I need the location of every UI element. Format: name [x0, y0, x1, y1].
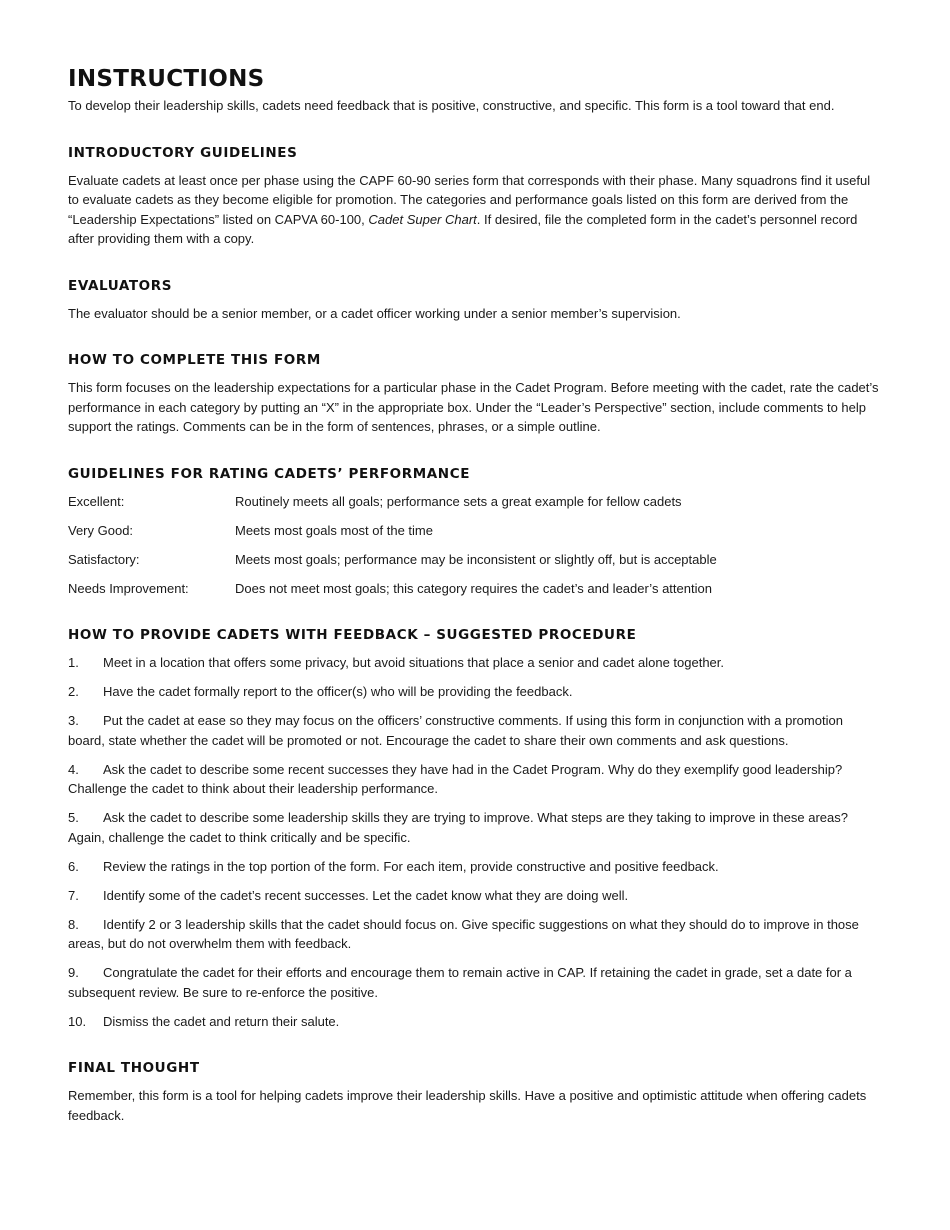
feedback-procedure-heading: HOW TO PROVIDE CADETS WITH FEEDBACK – SUGGESTED PROCEDURE	[68, 627, 637, 643]
step-text: Dismiss the cadet and return their salute.	[103, 1013, 340, 1029]
procedure-step	[68, 760, 882, 799]
step-number: 4.	[68, 761, 79, 777]
step-number: 6.	[68, 858, 79, 874]
procedure-step	[68, 682, 882, 702]
step-text: Congratulate the cadet for their efforts and encourage them to remain active in CAP. If retaining the cadet in grade, set a date for a subsequent review. Be sure to re-enforce the positive.	[68, 965, 852, 1000]
rating-row	[68, 521, 882, 541]
final-thought-section	[68, 1059, 882, 1125]
page-title: INSTRUCTIONS	[68, 66, 265, 92]
rating-term: Excellent:	[68, 493, 125, 509]
final-thought-text: Remember, this form is a tool for helping cadets improve their leadership skills. Have a positive and optimistic attitude when offering cadets feedback.	[68, 1088, 867, 1123]
how-to-complete-text: This form focuses on the leadership expectations for a particular phase in the Cadet Program. Before meeting with the cadet, rate the cadet’s performance in each category by putting an “X” in the appropriate box. Under the “Leader’s Perspective” section, include comments to help support the ratings. Comments can be in the form of sentences, phrases, or a simple outline.	[68, 380, 879, 434]
procedure-step	[68, 857, 882, 877]
procedure-steps	[68, 653, 882, 1031]
evaluators-text: The evaluator should be a senior member, or a cadet officer working under a senior member’s supervision.	[68, 305, 681, 321]
step-text: Have the cadet formally report to the officer(s) who will be providing the feedback.	[103, 684, 573, 699]
procedure-step	[68, 963, 882, 1002]
introductory-guidelines-section	[68, 144, 882, 249]
rating-description: Meets most goals; performance may be inconsistent or slightly off, but is acceptable	[235, 551, 717, 567]
step-text: Identify some of the cadet’s recent successes. Let the cadet know what they are doing well.	[103, 887, 629, 903]
step-number: 10.	[68, 1013, 87, 1029]
introductory-text-part: Evaluate cadets at least once per phase using the CAPF 60-90 series form that corresponds with their phase. Many squadrons find it useful to evaluate cadets as they become eligible for promotion. The categories and performance goals listed on this form are derived from the “Leadership Expectations” listed on CAPVA 60-100,	[68, 172, 871, 227]
step-text: Meet in a location that offers some privacy, but avoid situations that place a senior and cadet alone together.	[103, 655, 725, 670]
rating-row	[68, 579, 882, 599]
step-number: 9.	[68, 965, 79, 980]
introductory-text-part: . If desired, file the completed form in the cadet’s personnel record after providing them with a copy.	[68, 211, 858, 246]
step-text: Review the ratings in the top portion of the form. For each item, provide constructive and positive feedback.	[103, 858, 719, 874]
step-number: 8.	[68, 916, 79, 932]
intro-text: To develop their leadership skills, cadets need feedback that is positive, constructive, and specific. This form is a tool toward that end.	[68, 98, 835, 113]
rating-term: Very Good:	[68, 522, 134, 538]
procedure-step	[68, 915, 882, 954]
final-thought-heading: FINAL THOUGHT	[68, 1060, 200, 1076]
introductory-guidelines-heading: INTRODUCTORY GUIDELINES	[68, 144, 298, 161]
rating-description: Meets most goals most of the time	[235, 522, 433, 538]
procedure-step	[68, 653, 882, 673]
rating-term: Satisfactory:	[68, 551, 140, 567]
how-to-complete-heading: HOW TO COMPLETE THIS FORM	[68, 352, 321, 368]
rating-description: Does not meet most goals; this category requires the cadet’s and leader’s attention	[235, 580, 712, 596]
rating-description: Routinely meets all goals; performance sets a great example for fellow cadets	[235, 493, 682, 509]
step-number: 5.	[68, 810, 79, 825]
cadet-super-chart-title: Cadet Super Chart	[368, 211, 477, 227]
rating-row	[68, 492, 882, 512]
rating-row	[68, 550, 882, 570]
rating-guidelines-heading: GUIDELINES FOR RATING CADETS’ PERFORMANCE	[68, 465, 471, 482]
step-text: Put the cadet at ease so they may focus on the officers’ constructive comments. If using this form in conjunction with a promotion board, state whether the cadet will be promoted or not. Encourage the cadet to share their own comments and ask questions.	[68, 713, 843, 748]
step-number: 7.	[68, 887, 79, 903]
rating-guidelines-section	[68, 465, 882, 599]
step-text: Identify 2 or 3 leadership skills that the cadet should focus on. Give specific suggestions on what they should do to improve in those areas, but do not overwhelm them with feedback.	[68, 916, 859, 951]
step-text: Ask the cadet to describe some leadership skills they are trying to improve. What steps are they taking to improve in these areas? Again, challenge the cadet to think critically and be specific.	[68, 810, 848, 845]
rating-list	[68, 492, 882, 599]
procedure-step	[68, 886, 882, 906]
procedure-step	[68, 808, 882, 847]
rating-term: Needs Improvement:	[68, 580, 189, 596]
step-number: 2.	[68, 684, 79, 699]
how-to-complete-section	[68, 351, 882, 437]
step-text: Ask the cadet to describe some recent successes they have had in the Cadet Program. Why do they exemplify good leadership? Challenge the cadet to think about their leadership performance.	[68, 761, 843, 796]
step-number: 1.	[68, 655, 79, 670]
procedure-step	[68, 1012, 882, 1032]
step-number: 3.	[68, 713, 79, 728]
feedback-procedure-section	[68, 626, 882, 1031]
evaluators-section	[68, 277, 882, 324]
introductory-guidelines-text	[68, 171, 882, 249]
procedure-step	[68, 711, 882, 750]
evaluators-heading: EVALUATORS	[68, 277, 173, 294]
